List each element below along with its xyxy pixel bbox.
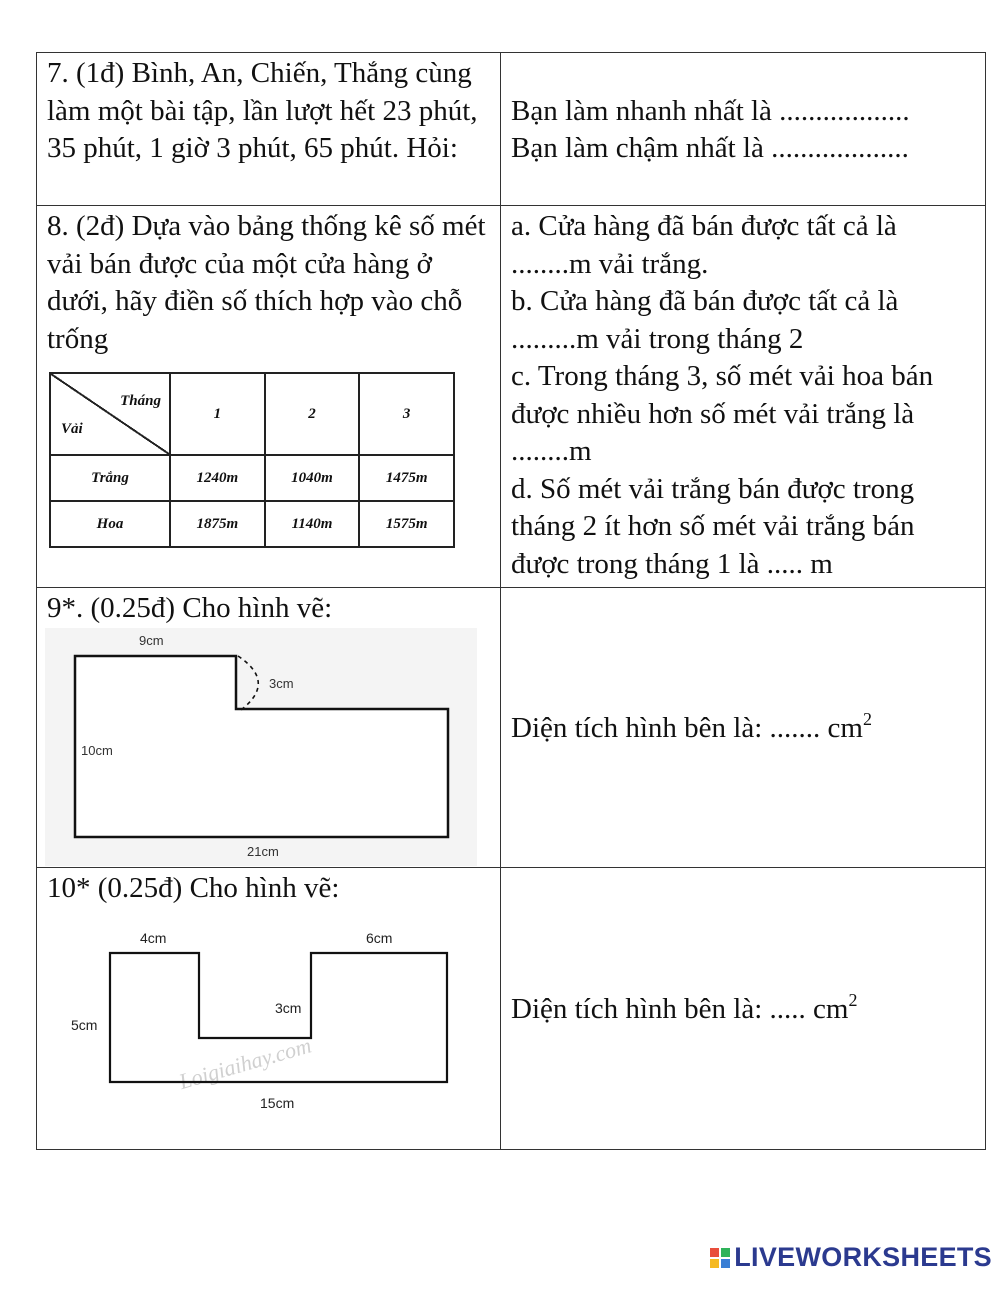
question-7-answers bbox=[501, 53, 986, 206]
question-7-prompt: 7. (1đ) Bình, An, Chiến, Thắng cùng làm một bài tập, lần lượt hết 23 phút, 35 phút, 1 giờ 3 phút, 65 phút. Hỏi: bbox=[37, 53, 501, 206]
fig9-label-bottom: 21cm bbox=[247, 843, 279, 859]
question-9-prompt: 9*. (0.25đ) Cho hình vẽ: bbox=[47, 592, 333, 624]
stat-row-label: Trắng bbox=[50, 455, 170, 501]
fig9-label-step: 3cm bbox=[269, 675, 294, 691]
fig10-label-bottom: 15cm bbox=[260, 1094, 295, 1108]
fig10-label-top-right: 6cm bbox=[366, 929, 393, 946]
question-7-answer-slowest[interactable]: Bạn làm chậm nhất là ................... bbox=[511, 132, 909, 164]
question-8-prompt: 8. (2đ) Dựa vào bảng thống kê số mét vải bán được của một cửa hàng ở dưới, hãy điền số thích hợp vào chỗ trống bbox=[47, 210, 486, 355]
stat-cell: 1875m bbox=[170, 501, 265, 547]
fig9-label-left: 10cm bbox=[81, 742, 113, 758]
stat-corner-fabric: Vải bbox=[61, 421, 83, 437]
question-8-answer-d[interactable]: d. Số mét vải trắng bán được trong tháng 2 ít hơn số mét vải trắng bán được trong tháng 1 là ..... m bbox=[511, 472, 915, 580]
stat-cell: 1040m bbox=[265, 455, 360, 501]
question-8-row bbox=[37, 206, 986, 588]
question-10-figure bbox=[53, 908, 473, 1108]
question-10-answer-cell bbox=[501, 868, 986, 1150]
fig10-label-top-left: 4cm bbox=[140, 929, 167, 946]
stat-row-white bbox=[50, 455, 454, 501]
logo-text: LIVEWORKSHEETS bbox=[734, 1242, 992, 1272]
question-10-exponent: 2 bbox=[848, 989, 858, 1010]
liveworksheets-logo bbox=[710, 1242, 992, 1273]
question-9-cell bbox=[37, 588, 501, 868]
question-10-prompt: 10* (0.25đ) Cho hình vẽ: bbox=[47, 872, 340, 904]
fig10-label-notch: 3cm bbox=[275, 999, 302, 1016]
stat-corner-cell bbox=[50, 373, 170, 455]
fabric-sales-table bbox=[49, 372, 455, 548]
question-9-exponent: 2 bbox=[862, 708, 872, 729]
question-9-figure bbox=[45, 628, 477, 866]
stat-month-1: 1 bbox=[170, 373, 265, 455]
question-10-answer[interactable]: Diện tích hình bên là: ..... cm bbox=[511, 992, 849, 1025]
stat-row-label: Hoa bbox=[50, 501, 170, 547]
question-8-cell bbox=[37, 206, 501, 588]
logo-square-yellow-icon bbox=[710, 1259, 719, 1268]
fig10-label-left: 5cm bbox=[71, 1016, 98, 1033]
question-10-cell bbox=[37, 868, 501, 1150]
stat-cell: 1140m bbox=[265, 501, 360, 547]
question-7-answer-fastest[interactable]: Bạn làm nhanh nhất là .................. bbox=[511, 94, 910, 127]
l-shape-outline bbox=[75, 656, 448, 837]
stat-cell: 1575m bbox=[359, 501, 454, 547]
logo-square-green-icon bbox=[721, 1248, 730, 1257]
fig9-label-top: 9cm bbox=[139, 632, 164, 648]
question-10-row bbox=[37, 868, 986, 1150]
stat-corner-month: Tháng bbox=[120, 393, 161, 409]
question-8-answer-c[interactable]: c. Trong tháng 3, số mét vải hoa bán được nhiều hơn số mét vải trắng là ........m bbox=[511, 360, 934, 467]
worksheet bbox=[36, 52, 986, 1150]
stat-cell: 1475m bbox=[359, 455, 454, 501]
logo-square-red-icon bbox=[710, 1248, 719, 1257]
stat-month-3: 3 bbox=[359, 373, 454, 455]
logo-icon bbox=[710, 1248, 730, 1268]
question-8-answer-a[interactable]: a. Cửa hàng đã bán được tất cả là ........m vải trắng. bbox=[511, 210, 897, 280]
question-9-answer-cell bbox=[501, 588, 986, 868]
dashed-arc bbox=[238, 656, 258, 710]
stat-cell: 1240m bbox=[170, 455, 265, 501]
question-8-answer-b[interactable]: b. Cửa hàng đã bán được tất cả là .........m vải trong tháng 2 bbox=[511, 285, 899, 355]
logo-square-blue-icon bbox=[721, 1259, 730, 1268]
stat-month-2: 2 bbox=[265, 373, 360, 455]
watermark: Loigiaihay.com bbox=[176, 1031, 314, 1094]
question-7-row bbox=[37, 53, 986, 206]
question-table bbox=[36, 52, 986, 1150]
stat-header-row bbox=[50, 373, 454, 455]
question-9-row bbox=[37, 588, 986, 868]
stat-row-floral bbox=[50, 501, 454, 547]
question-8-answers bbox=[501, 206, 986, 588]
question-9-answer[interactable]: Diện tích hình bên là: ....... cm bbox=[511, 711, 863, 744]
